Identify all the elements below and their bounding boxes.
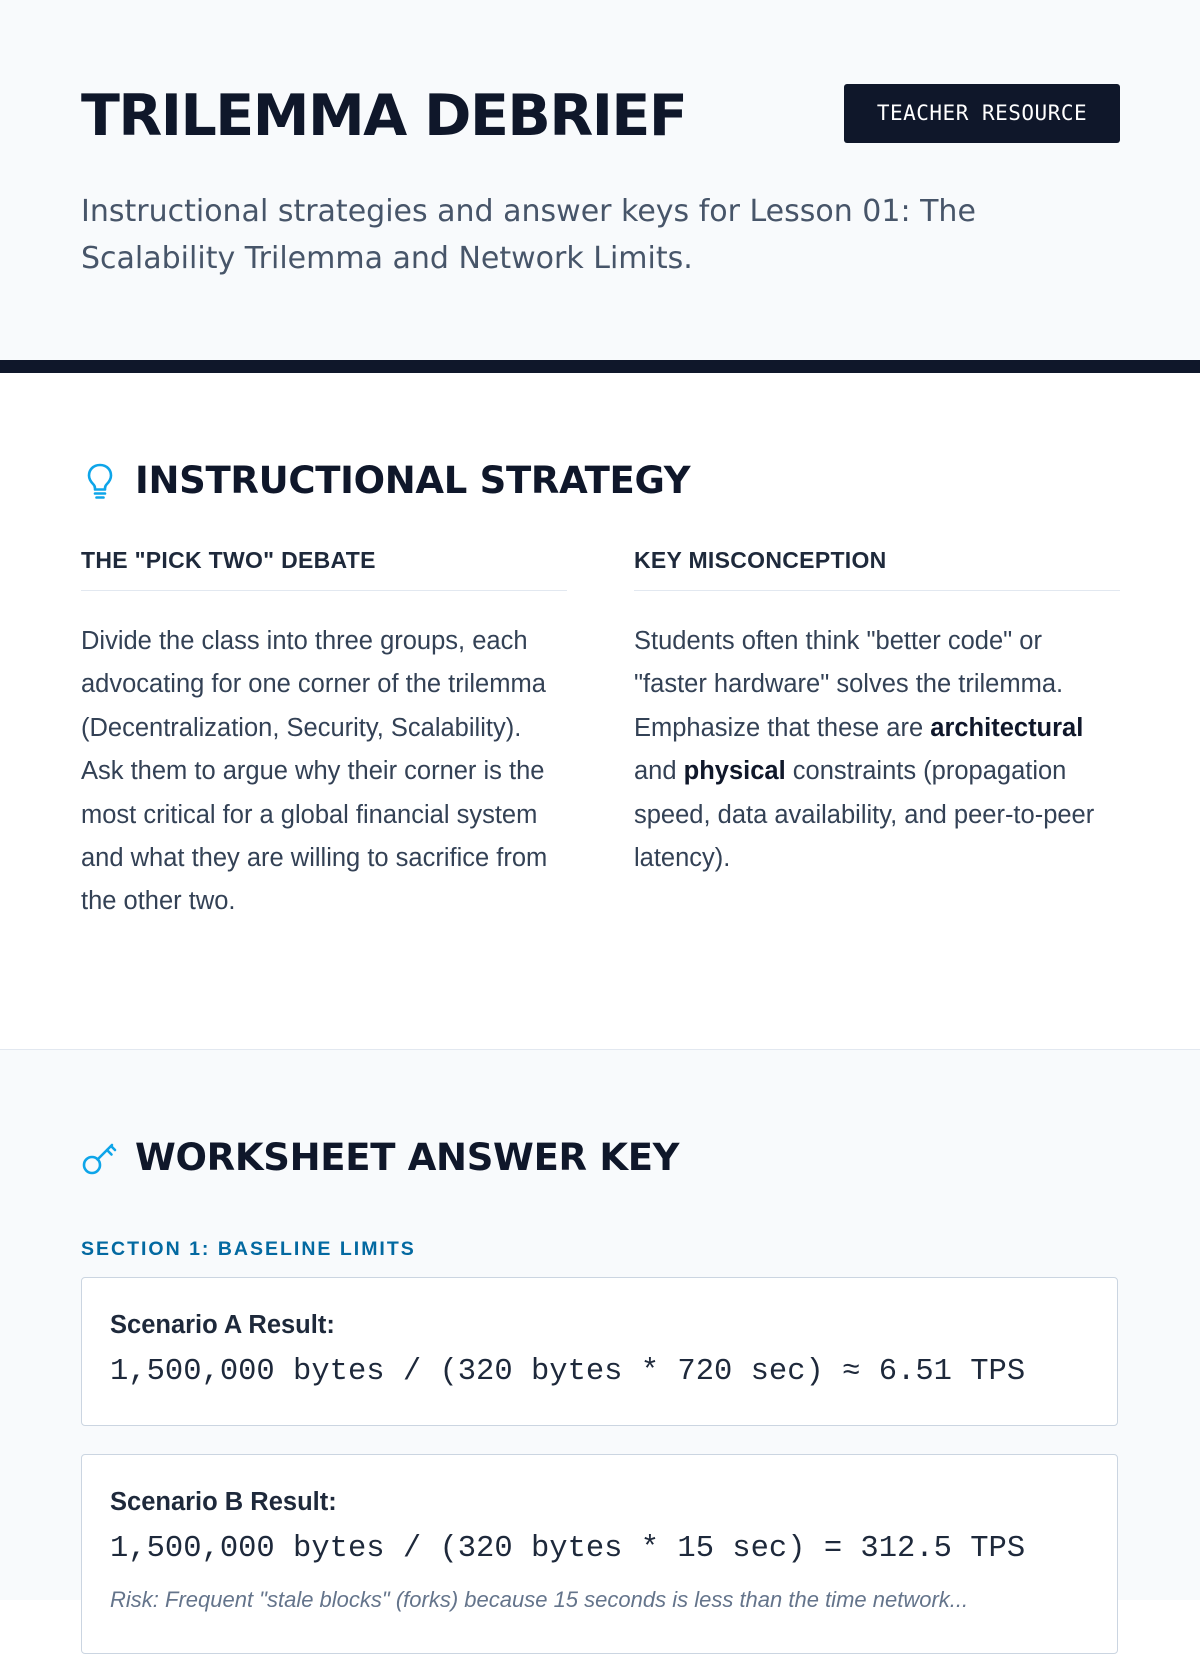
scenario-b-note: Risk: Frequent "stale blocks" (forks) because 15 seconds is less than the time network...	[110, 1587, 969, 1612]
page-title: TRILEMMA DEBRIEF	[81, 83, 687, 149]
pick-two-debate-column	[81, 547, 567, 924]
misconception-bold-architectural: architectural	[930, 713, 1084, 742]
scenario-a-card	[81, 1277, 1118, 1426]
misconception-bold-physical: physical	[683, 757, 786, 786]
key-misconception-column	[634, 547, 1120, 880]
scenario-b-label: Scenario B Result:	[110, 1488, 337, 1516]
answer-key-heading	[81, 1136, 679, 1179]
key-misconception-body	[634, 620, 1120, 880]
worksheet-answer-key-section	[0, 1050, 1200, 1612]
section-1-label: SECTION 1: BASELINE LIMITS	[81, 1238, 416, 1260]
key-icon	[81, 1138, 119, 1178]
strategy-heading	[81, 459, 690, 502]
page-header	[0, 0, 1200, 373]
key-misconception-title: KEY MISCONCEPTION	[634, 547, 1120, 591]
instructional-strategy-section	[0, 373, 1200, 1050]
page-subtitle: Instructional strategies and answer keys for Lesson 01: The Scalability Trilemma and Network Limits.	[81, 194, 976, 276]
misconception-text-3: constraints (propagation speed, data availability, and peer-to-peer latency).	[634, 757, 1095, 873]
lightbulb-icon	[81, 461, 119, 501]
scenario-b-card	[81, 1454, 1118, 1654]
scenario-b-formula: 1,500,000 bytes / (320 bytes * 15 sec) = 312.5 TPS	[110, 1532, 1026, 1566]
misconception-text-2: and	[634, 757, 684, 786]
pick-two-debate-title: THE "PICK TWO" DEBATE	[81, 547, 567, 591]
strategy-heading-label: INSTRUCTIONAL STRATEGY	[135, 459, 691, 502]
misconception-text-1: Students often think "better code" or "faster hardware" solves the trilemma. Emphasize that these are	[634, 627, 1064, 742]
scenario-a-label: Scenario A Result:	[110, 1311, 335, 1339]
teacher-resource-badge: TEACHER RESOURCE	[844, 84, 1120, 143]
scenario-a-formula: 1,500,000 bytes / (320 bytes * 720 sec) ≈ 6.51 TPS	[110, 1355, 1026, 1389]
pick-two-debate-body: Divide the class into three groups, each advocating for one corner of the trilemma (Decentralization, Security, Scalability). Ask them to argue why their corner is the most critical for a global financial system and what they are willing to sacrifice from the other two.	[81, 627, 548, 916]
answer-key-heading-label: WORKSHEET ANSWER KEY	[135, 1136, 680, 1179]
